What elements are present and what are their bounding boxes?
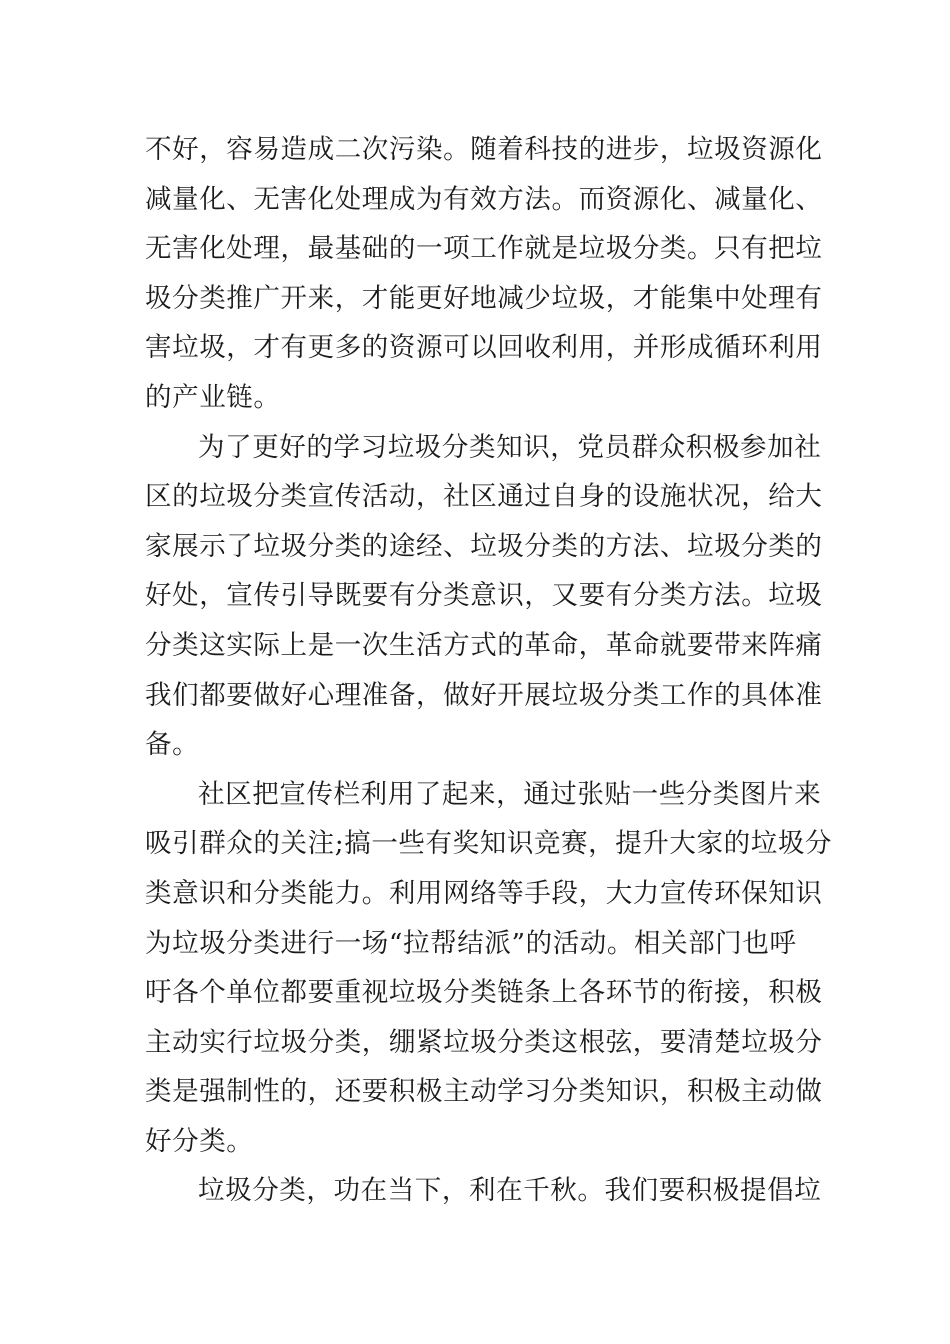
paragraph-line: 不好，容易造成二次污染。随着科技的进步，垃圾资源化	[145, 134, 823, 165]
paragraph-line: 害垃圾，才有更多的资源可以回收利用，并形成循环利用	[145, 332, 823, 364]
paragraph-line: 圾分类推广开来，才能更好地减少垃圾，才能集中处理有	[145, 282, 823, 314]
paragraph-line: 的产业链。	[145, 381, 281, 413]
paragraph-3	[145, 770, 833, 1167]
paragraph-line: 分类这实际上是一次生活方式的革命，革命就要带来阵痛	[145, 629, 823, 661]
paragraph-line: 家展示了垃圾分类的途经、垃圾分类的方法、垃圾分类的	[145, 530, 823, 562]
paragraph-line: 吁各个单位都要重视垃圾分类链条上各环节的衔接，积极	[145, 977, 823, 1009]
document-body	[145, 125, 833, 1216]
paragraph-line: 无害化处理，最基础的一项工作就是垃圾分类。只有把垃	[145, 233, 823, 265]
paragraph-line: 我们都要做好心理准备，做好开展垃圾分类工作的具体准	[145, 679, 823, 711]
paragraph-line: 备。	[145, 729, 200, 761]
paragraph-line: 为垃圾分类进行一场“拉帮结派”的活动。相关部门也呼	[145, 927, 797, 959]
paragraph-4	[145, 1166, 822, 1216]
paragraph-line: 类是强制性的，还要积极主动学习分类知识，积极主动做	[145, 1076, 823, 1108]
paragraph-line: 减量化、无害化处理成为有效方法。而资源化、减量化、	[145, 183, 823, 215]
paragraph-line: 社区把宣传栏利用了起来，通过张贴一些分类图片来	[198, 778, 822, 810]
paragraph-line: 主动实行垃圾分类，绷紧垃圾分类这根弦，要清楚垃圾分	[145, 1026, 823, 1058]
paragraph-line: 垃圾分类，功在当下，利在千秋。我们要积极提倡垃	[198, 1175, 822, 1207]
paragraph-line: 好处，宣传引导既要有分类意识，又要有分类方法。垃圾	[145, 580, 823, 612]
paragraph-1	[145, 125, 823, 423]
paragraph-line: 类意识和分类能力。利用网络等手段，大力宣传环保知识	[145, 877, 823, 909]
paragraph-line: 为了更好的学习垃圾分类知识，党员群众积极参加社	[198, 431, 822, 463]
paragraph-line: 好分类。	[145, 1125, 254, 1157]
paragraph-line: 吸引群众的关注;搞一些有奖知识竞赛，提升大家的垃圾分	[145, 828, 833, 860]
paragraph-line: 区的垃圾分类宣传活动，社区通过自身的设施状况，给大	[145, 481, 823, 513]
paragraph-2	[145, 423, 823, 770]
